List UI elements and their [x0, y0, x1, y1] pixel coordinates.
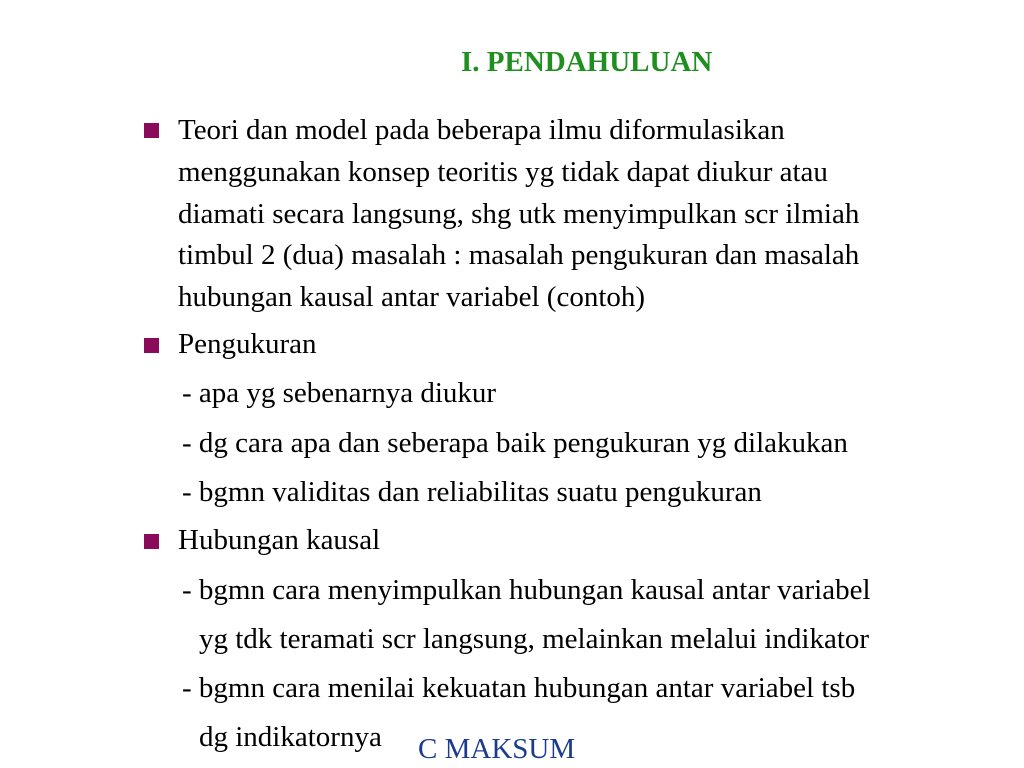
bullet-1-line-5: hubungan kausal antar variabel (contoh) — [178, 281, 646, 313]
bullet-1-line-1: Teori dan model pada beberapa ilmu diformulasikan — [178, 114, 785, 146]
bullet-3-subitem-1: - bgmn cara menyimpulkan hubungan kausal antar variabel — [182, 574, 871, 606]
bullet-square-icon — [144, 123, 159, 138]
bullet-1-line-2: menggunakan konsep teoritis yg tidak dapat diukur atau — [178, 156, 828, 188]
bullet-square-icon — [144, 534, 159, 549]
bullet-3-subitem-2: yg tdk teramati scr langsung, melainkan melalui indikator — [199, 623, 870, 655]
bullet-3-heading: Hubungan kausal — [178, 524, 381, 556]
bullet-3-subitem-4: dg indikatornya — [199, 721, 382, 753]
slide-title: I. PENDAHULUAN — [461, 46, 713, 78]
bullet-2-heading: Pengukuran — [178, 328, 317, 360]
bullet-square-icon — [144, 338, 159, 353]
bullet-1-line-4: timbul 2 (dua) masalah : masalah pengukuran dan masalah — [178, 239, 860, 271]
footer-author: C MAKSUM — [418, 733, 576, 765]
bullet-2-subitem-1: - apa yg sebenarnya diukur — [182, 377, 497, 409]
bullet-2-subitem-2: - dg cara apa dan seberapa baik pengukuran yg dilakukan — [182, 427, 848, 459]
bullet-2-subitem-3: - bgmn validitas dan reliabilitas suatu pengukuran — [182, 476, 762, 508]
bullet-1-line-3: diamati secara langsung, shg utk menyimpulkan scr ilmiah — [178, 198, 860, 230]
bullet-3-subitem-3: - bgmn cara menilai kekuatan hubungan antar variabel tsb — [182, 672, 856, 704]
